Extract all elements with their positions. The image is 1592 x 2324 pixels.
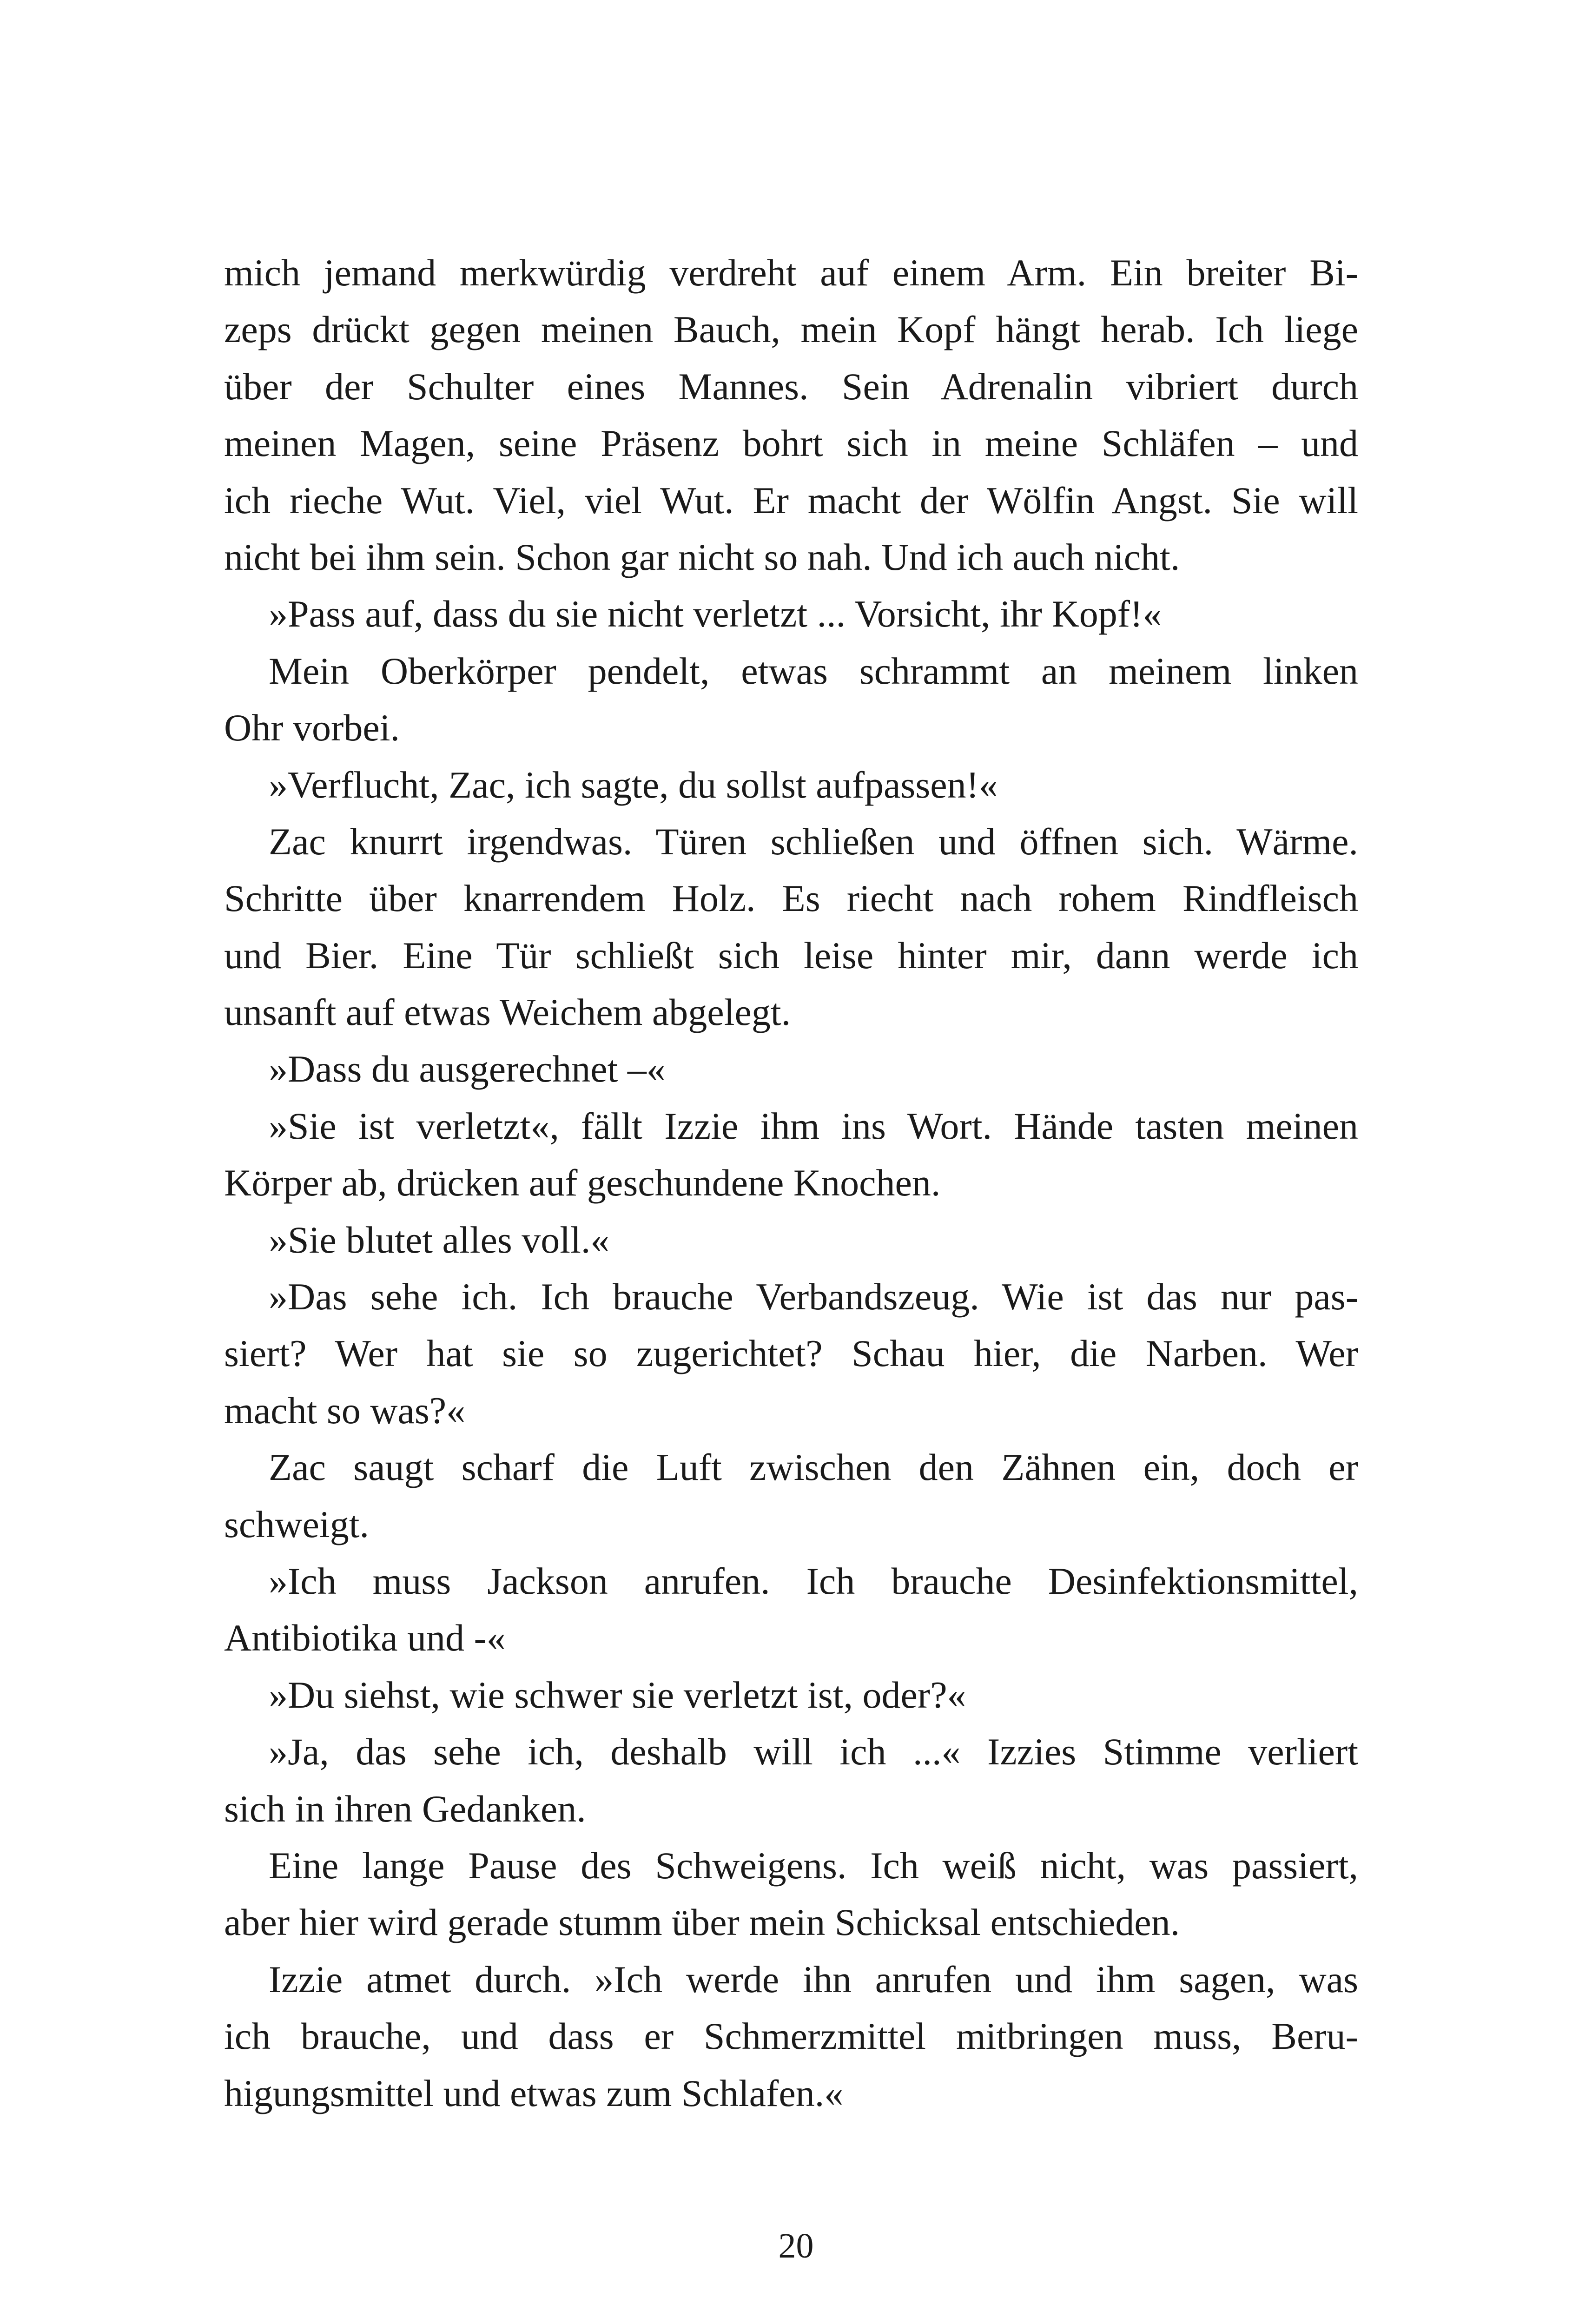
text-line: Ohr vorbei. bbox=[224, 706, 400, 749]
body-text bbox=[224, 244, 1358, 2122]
text-line: »Ja, das sehe ich, deshalb will ich ...« Izzies Stimme verliert bbox=[269, 1730, 1358, 1773]
text-line: »Dass du ausgerechnet –« bbox=[269, 1048, 666, 1090]
text-line: »Du siehst, wie schwer sie verletzt ist, oder?« bbox=[269, 1673, 966, 1716]
text-line: ich rieche Wut. Viel, viel Wut. Er macht der Wölfin Angst. Sie will bbox=[224, 479, 1358, 522]
text-line: higungsmittel und etwas zum Schlafen.« bbox=[224, 2072, 844, 2114]
page-number: 20 bbox=[778, 2226, 814, 2265]
text-line: unsanft auf etwas Weichem abgelegt. bbox=[224, 991, 791, 1034]
text-line: ich brauche, und dass er Schmerzmittel mitbringen muss, Beru- bbox=[224, 2015, 1358, 2058]
text-line: Eine lange Pause des Schweigens. Ich weiß nicht, was passiert, bbox=[269, 1844, 1358, 1887]
text-line: und Bier. Eine Tür schließt sich leise hinter mir, dann werde ich bbox=[224, 934, 1358, 977]
text-line: Mein Oberkörper pendelt, etwas schrammt an meinem linken bbox=[269, 649, 1358, 692]
text-line: sich in ihren Gedanken. bbox=[224, 1787, 586, 1830]
text-line: Zac saugt scharf die Luft zwischen den Zähnen ein, doch er bbox=[269, 1446, 1358, 1489]
text-line: »Sie ist verletzt«, fällt Izzie ihm ins Wort. Hände tasten meinen bbox=[269, 1104, 1358, 1147]
text-line: »Ich muss Jackson anrufen. Ich brauche Desinfektionsmittel, bbox=[269, 1559, 1358, 1602]
text-line: mich jemand merkwürdig verdreht auf einem Arm. Ein breiter Bi- bbox=[224, 251, 1358, 294]
text-line: »Das sehe ich. Ich brauche Verbandszeug. Wie ist das nur pas- bbox=[269, 1275, 1358, 1318]
text-line: »Pass auf, dass du sie nicht verletzt ... Vorsicht, ihr Kopf!« bbox=[269, 593, 1162, 635]
text-line: »Verflucht, Zac, ich sagte, du sollst aufpassen!« bbox=[269, 763, 998, 806]
text-line: Schritte über knarrendem Holz. Es riecht nach rohem Rindfleisch bbox=[224, 877, 1358, 920]
text-line: Antibiotika und -« bbox=[224, 1617, 506, 1659]
text-line: über der Schulter eines Mannes. Sein Adrenalin vibriert durch bbox=[224, 365, 1358, 408]
text-line: Zac knurrt irgendwas. Türen schließen und öffnen sich. Wärme. bbox=[269, 820, 1358, 863]
text-line: nicht bei ihm sein. Schon gar nicht so nah. Und ich auch nicht. bbox=[224, 535, 1180, 578]
text-line: »Sie blutet alles voll.« bbox=[269, 1218, 610, 1261]
text-line: aber hier wird gerade stumm über mein Schicksal entschieden. bbox=[224, 1901, 1180, 1944]
text-line: siert? Wer hat sie so zugerichtet? Schau hier, die Narben. Wer bbox=[224, 1332, 1358, 1375]
text-line: macht so was?« bbox=[224, 1389, 466, 1432]
text-line: Izzie atmet durch. »Ich werde ihn anrufen und ihm sagen, was bbox=[269, 1958, 1358, 2000]
text-line: meinen Magen, seine Präsenz bohrt sich in meine Schläfen – und bbox=[224, 422, 1358, 465]
text-line: zeps drückt gegen meinen Bauch, mein Kopf hängt herab. Ich liege bbox=[224, 308, 1358, 351]
text-line: schweigt. bbox=[224, 1503, 369, 1545]
text-line: Körper ab, drücken auf geschundene Knochen. bbox=[224, 1162, 941, 1204]
